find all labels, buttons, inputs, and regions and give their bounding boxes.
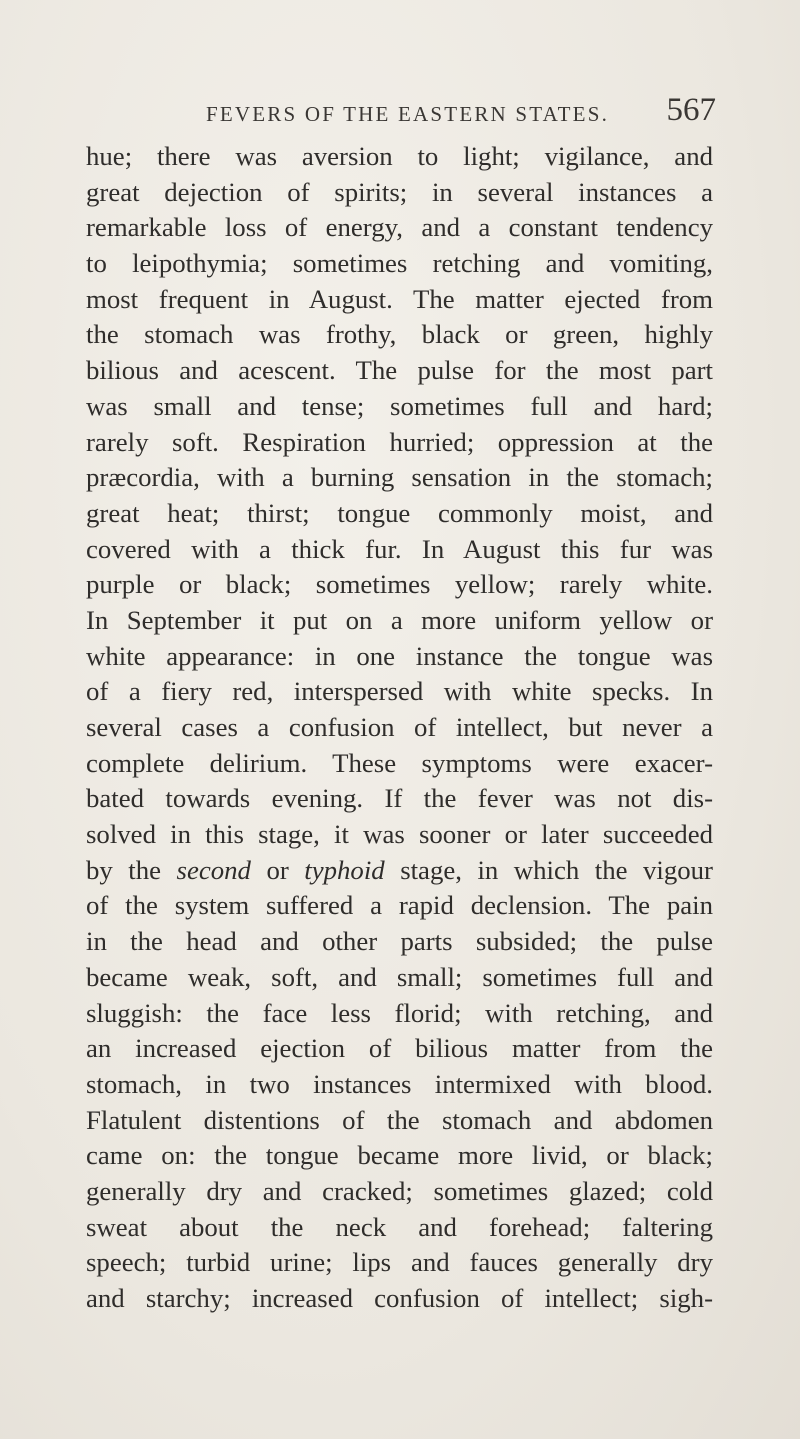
text-line: complete delirium. These symptoms were exacer- (86, 747, 713, 778)
text-line: of the system suffered a rapid declension. The pain (86, 890, 713, 921)
text-line: bated towards evening. If the fever was not dis- (86, 783, 713, 814)
text-line: In September it put on a more uniform yellow or (86, 604, 713, 635)
text-line: purple or black; sometimes yellow; rarely white. (86, 569, 713, 600)
text-line: most frequent in August. The matter ejected from (86, 283, 713, 314)
running-head (206, 88, 716, 128)
text-run: or (250, 854, 305, 885)
text-line: generally dry and cracked; sometimes glazed; cold (86, 1175, 713, 1206)
text-line: the stomach was frothy, black or green, highly (86, 319, 713, 350)
text-line: hue; there was aversion to light; vigilance, and (86, 141, 713, 171)
text-run: stage, in which the vigour (384, 854, 713, 885)
text-line: an increased ejection of bilious matter from the (86, 1033, 713, 1064)
text-line: stomach, in two instances intermixed with blood. (86, 1068, 713, 1099)
italic-term-typhoid: typhoid (304, 854, 385, 885)
text-run: by the (86, 854, 177, 885)
text-line: several cases a confusion of intellect, but never a (86, 712, 713, 742)
text-line: great dejection of spirits; in several instances a (86, 176, 713, 207)
text-line: in the head and other parts subsided; the pulse (86, 926, 713, 957)
text-line: to leipothymia; sometimes retching and vomiting, (86, 248, 713, 279)
text-line: rarely soft. Respiration hurried; oppression at the (86, 426, 713, 457)
text-line: was small and tense; sometimes full and hard; (86, 390, 713, 421)
text-line: præcordia, with a burning sensation in the stomach; (86, 462, 713, 493)
text-line: became weak, soft, and small; sometimes full and (86, 961, 713, 992)
text-line: speech; turbid urine; lips and fauces generally dry (86, 1247, 713, 1278)
text-line: sluggish: the face less florid; with retching, and (86, 997, 713, 1028)
text-line: sweat about the neck and forehead; faltering (86, 1211, 713, 1242)
italic-term-second: second (176, 854, 251, 885)
text-line: white appearance: in one instance the tongue was (86, 640, 713, 671)
text-line: bilious and acescent. The pulse for the most part (86, 355, 713, 386)
text-line: Flatulent distentions of the stomach and abdomen (86, 1104, 713, 1135)
text-line: great heat; thirst; tongue commonly moist, and (86, 497, 713, 528)
body-text (86, 139, 713, 1317)
text-line-with-italics (86, 853, 713, 889)
running-title: FEVERS OF THE EASTERN STATES. (206, 102, 610, 126)
text-line: and starchy; increased confusion of intellect; sigh- (86, 1283, 713, 1313)
text-line: covered with a thick fur. In August this fur was (86, 533, 713, 564)
text-line: solved in this stage, it was sooner or later succeeded (86, 819, 713, 850)
text-line: of a fiery red, interspersed with white specks. In (86, 676, 713, 707)
text-line: came on: the tongue became more livid, or black; (86, 1140, 713, 1171)
page-number: 567 (666, 92, 716, 128)
text-line: remarkable loss of energy, and a constant tendency (86, 212, 713, 243)
